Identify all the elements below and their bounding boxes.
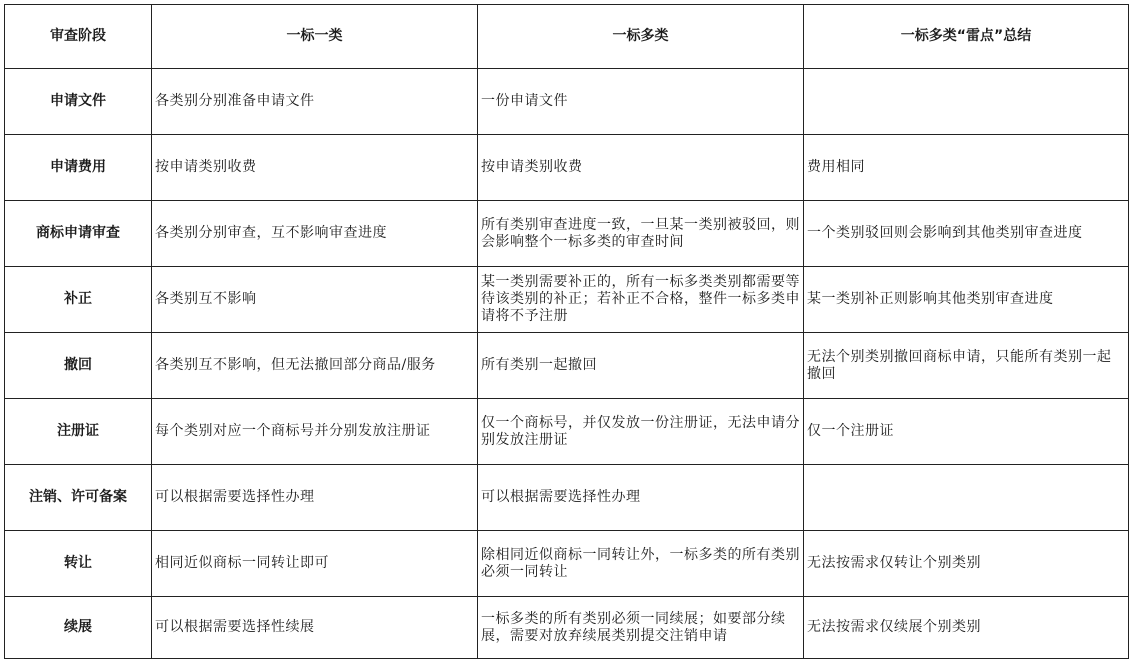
summary-cell: 费用相同 xyxy=(804,135,1129,201)
stage-cell: 补正 xyxy=(5,267,152,333)
summary-cell xyxy=(804,69,1129,135)
stage-cell: 申请费用 xyxy=(5,135,152,201)
comparison-table xyxy=(4,4,1129,659)
single-class-cell: 相同近似商标一同转让即可 xyxy=(152,531,478,597)
summary-cell: 无法按需求仅转让个别类别 xyxy=(804,531,1129,597)
multi-class-cell: 可以根据需要选择性办理 xyxy=(478,465,804,531)
single-class-cell: 按申请类别收费 xyxy=(152,135,478,201)
stage-cell: 申请文件 xyxy=(5,69,152,135)
table-row xyxy=(5,597,1129,659)
header-single-class: 一标一类 xyxy=(152,5,478,69)
single-class-cell: 每个类别对应一个商标号并分别发放注册证 xyxy=(152,399,478,465)
multi-class-cell: 按申请类别收费 xyxy=(478,135,804,201)
table-row xyxy=(5,531,1129,597)
multi-class-cell: 所有类别审查进度一致，一旦某一类别被驳回，则会影响整个一标多类的审查时间 xyxy=(478,201,804,267)
table-row xyxy=(5,399,1129,465)
multi-class-cell: 仅一个商标号，并仅发放一份注册证，无法申请分别发放注册证 xyxy=(478,399,804,465)
table-row xyxy=(5,135,1129,201)
single-class-cell: 各类别互不影响，但无法撤回部分商品/服务 xyxy=(152,333,478,399)
summary-cell: 无法按需求仅续展个别类别 xyxy=(804,597,1129,659)
summary-cell: 无法个别类别撤回商标申请，只能所有类别一起撤回 xyxy=(804,333,1129,399)
table-row xyxy=(5,333,1129,399)
single-class-cell: 各类别互不影响 xyxy=(152,267,478,333)
single-class-cell: 各类别分别审查，互不影响审查进度 xyxy=(152,201,478,267)
table-header-row xyxy=(5,5,1129,69)
single-class-cell: 各类别分别准备申请文件 xyxy=(152,69,478,135)
table-row xyxy=(5,201,1129,267)
stage-cell: 注册证 xyxy=(5,399,152,465)
multi-class-cell: 一标多类的所有类别必须一同续展；如要部分续展，需要对放弃续展类别提交注销申请 xyxy=(478,597,804,659)
stage-cell: 撤回 xyxy=(5,333,152,399)
stage-cell: 注销、许可备案 xyxy=(5,465,152,531)
table-row xyxy=(5,69,1129,135)
summary-cell: 一个类别驳回则会影响到其他类别审查进度 xyxy=(804,201,1129,267)
header-multi-class: 一标多类 xyxy=(478,5,804,69)
table-row xyxy=(5,267,1129,333)
stage-cell: 转让 xyxy=(5,531,152,597)
single-class-cell: 可以根据需要选择性办理 xyxy=(152,465,478,531)
summary-cell xyxy=(804,465,1129,531)
multi-class-cell: 所有类别一起撤回 xyxy=(478,333,804,399)
table-row xyxy=(5,465,1129,531)
multi-class-cell: 某一类别需要补正的，所有一标多类类别都需要等待该类别的补正；若补正不合格，整件一标多类申请将不予注册 xyxy=(478,267,804,333)
multi-class-cell: 一份申请文件 xyxy=(478,69,804,135)
summary-cell: 某一类别补正则影响其他类别审查进度 xyxy=(804,267,1129,333)
summary-cell: 仅一个注册证 xyxy=(804,399,1129,465)
stage-cell: 续展 xyxy=(5,597,152,659)
multi-class-cell: 除相同近似商标一同转让外，一标多类的所有类别必须一同转让 xyxy=(478,531,804,597)
single-class-cell: 可以根据需要选择性续展 xyxy=(152,597,478,659)
header-stage: 审查阶段 xyxy=(5,5,152,69)
header-summary: 一标多类“雷点”总结 xyxy=(804,5,1129,69)
stage-cell: 商标申请审查 xyxy=(5,201,152,267)
